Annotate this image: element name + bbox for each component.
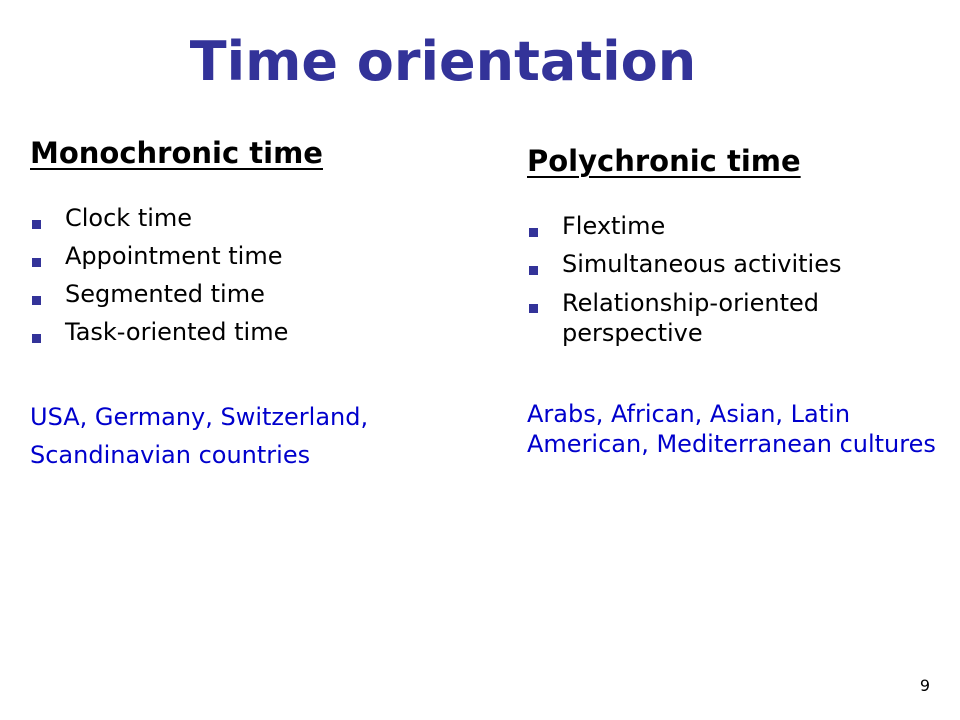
square-bullet-icon (529, 228, 538, 237)
bullet-text: Segmented time (65, 280, 265, 308)
polychronic-countries: Arabs, African, Asian, Latin American, Mediterranean cultures (527, 400, 936, 458)
slide-title: Time orientation (189, 30, 697, 93)
monochronic-countries (30, 398, 470, 474)
list-item (30, 242, 288, 271)
square-bullet-icon (32, 220, 41, 229)
list-item (30, 204, 288, 233)
polychronic-bullet-list (527, 212, 927, 357)
countries-line: Scandinavian countries (30, 441, 311, 469)
bullet-text: Relationship-oriented perspective (562, 289, 820, 347)
bullet-text: Simultaneous activities (562, 250, 842, 278)
bullet-text: Task-oriented time (65, 318, 289, 346)
square-bullet-icon (529, 266, 538, 275)
countries-line: USA, Germany, Switzerland, (30, 403, 369, 431)
bullet-text: Clock time (65, 204, 193, 232)
list-item (527, 212, 927, 241)
bullet-text: Appointment time (65, 242, 283, 270)
polychronic-heading: Polychronic time (527, 144, 801, 178)
page-number: 9 (919, 676, 930, 695)
list-item (527, 288, 902, 348)
square-bullet-icon (32, 296, 41, 305)
list-item (30, 280, 288, 309)
list-item (30, 318, 288, 347)
monochronic-bullet-list (30, 204, 288, 356)
list-item (527, 250, 927, 279)
square-bullet-icon (32, 258, 41, 267)
square-bullet-icon (32, 334, 41, 343)
bullet-text: Flextime (562, 212, 666, 240)
square-bullet-icon (529, 304, 538, 313)
monochronic-heading: Monochronic time (30, 136, 323, 170)
